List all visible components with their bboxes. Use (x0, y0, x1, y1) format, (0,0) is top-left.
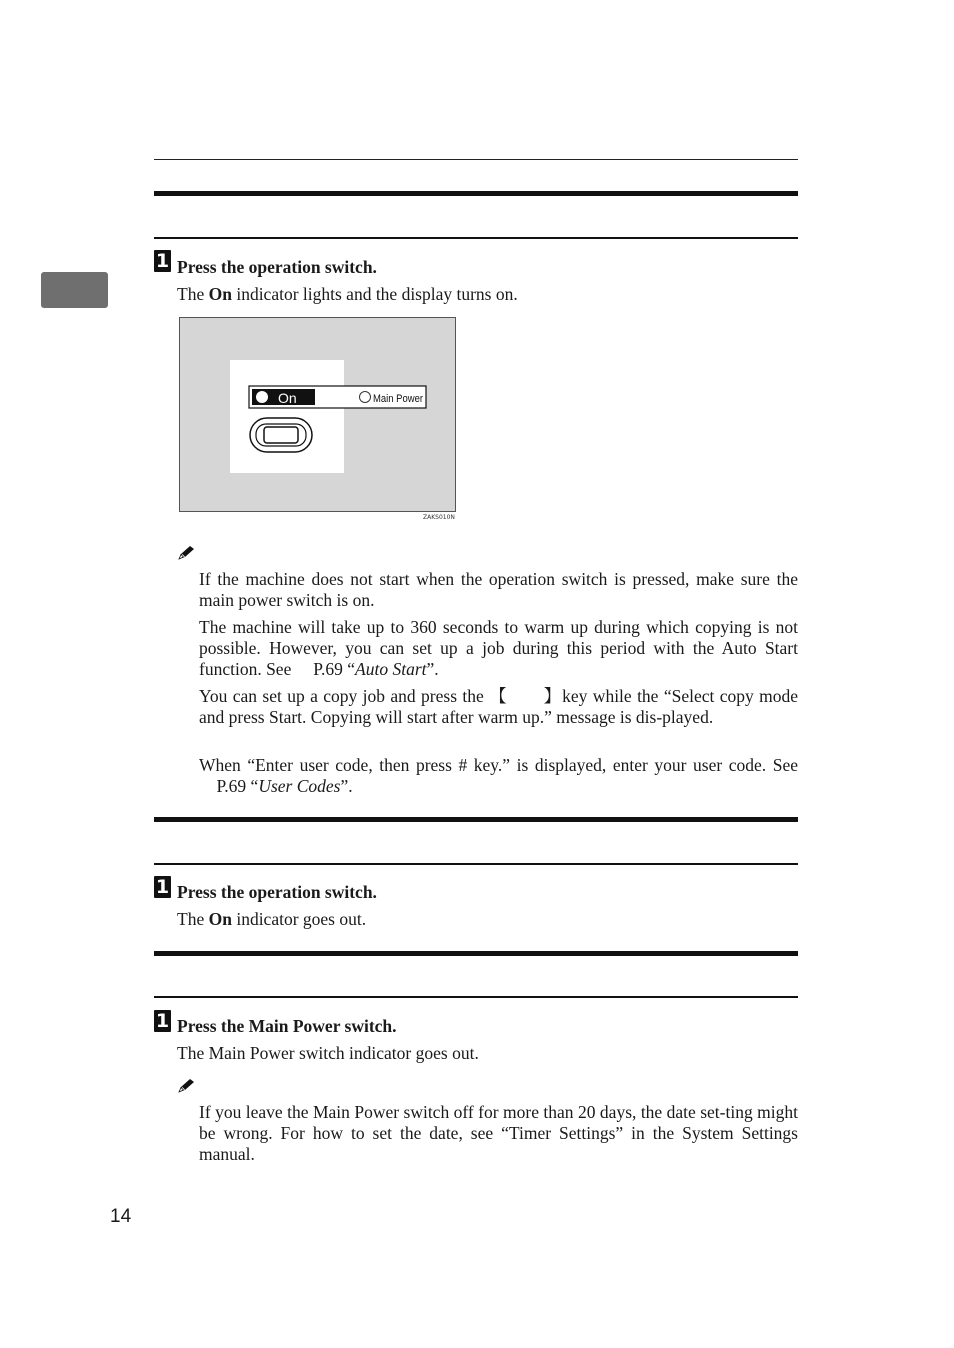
step-description: The Main Power switch indicator goes out. (177, 1043, 479, 1063)
note-item: If you leave the Main Power switch off for more than 20 days, the date set-ting might be wrong. For how to set the date, see “Timer Settings” in the System Settings manual. (199, 1102, 798, 1164)
on-indicator-label: On (278, 390, 297, 406)
step-title: Press the operation switch. (177, 257, 377, 277)
figure-code: ZAKS010N (423, 514, 455, 521)
subsection-rule (154, 863, 798, 865)
reference-link[interactable]: P.69 “User Codes”. (199, 776, 353, 796)
section-heading-rule (154, 817, 798, 822)
chapter-tab (41, 272, 108, 308)
start-key-icon (508, 686, 543, 706)
operation-switch-illustration (179, 317, 456, 512)
step-number: 1 (155, 876, 170, 898)
note-pencil-icon (176, 1077, 196, 1095)
note-item: If the machine does not start when the operation switch is pressed, make sure the main power switch is on. (199, 569, 798, 610)
reference-arrow-icon (199, 776, 217, 796)
step-description: The On indicator lights and the display turns on. (177, 284, 518, 304)
subsection-rule (154, 996, 798, 998)
step-title: Press the operation switch. (177, 882, 377, 902)
main-power-indicator-label: Main Power (373, 393, 424, 405)
section-heading-rule (154, 191, 798, 196)
reference-link[interactable]: P.69 “Auto Start”. (296, 659, 439, 679)
step-title: Press the Main Power switch. (177, 1016, 397, 1036)
note-item: You can set up a copy job and press the 【 】key while the “Select copy mode and press Start. Copying will start after warm up.” message is dis-played. (199, 686, 798, 727)
subsection-rule (154, 237, 798, 239)
note-item: The machine will take up to 360 seconds to warm up during which copying is not possible. However, you can set up a job during this period with the Auto Start function. See P.69 “Auto Start”. (199, 617, 798, 679)
section-heading-rule (154, 951, 798, 956)
reference-arrow-icon (296, 659, 314, 679)
header-rule (154, 159, 798, 160)
note-pencil-icon (176, 544, 196, 562)
step-description: The On indicator goes out. (177, 909, 367, 929)
control-panel-drawing (180, 318, 457, 513)
step-number: 1 (155, 250, 170, 272)
page-number: 14 (110, 1206, 132, 1227)
step-number: 1 (155, 1010, 170, 1032)
note-item: When “Enter user code, then press # key.” is displayed, enter your user code. See P.69 “User Codes”. (199, 755, 798, 796)
